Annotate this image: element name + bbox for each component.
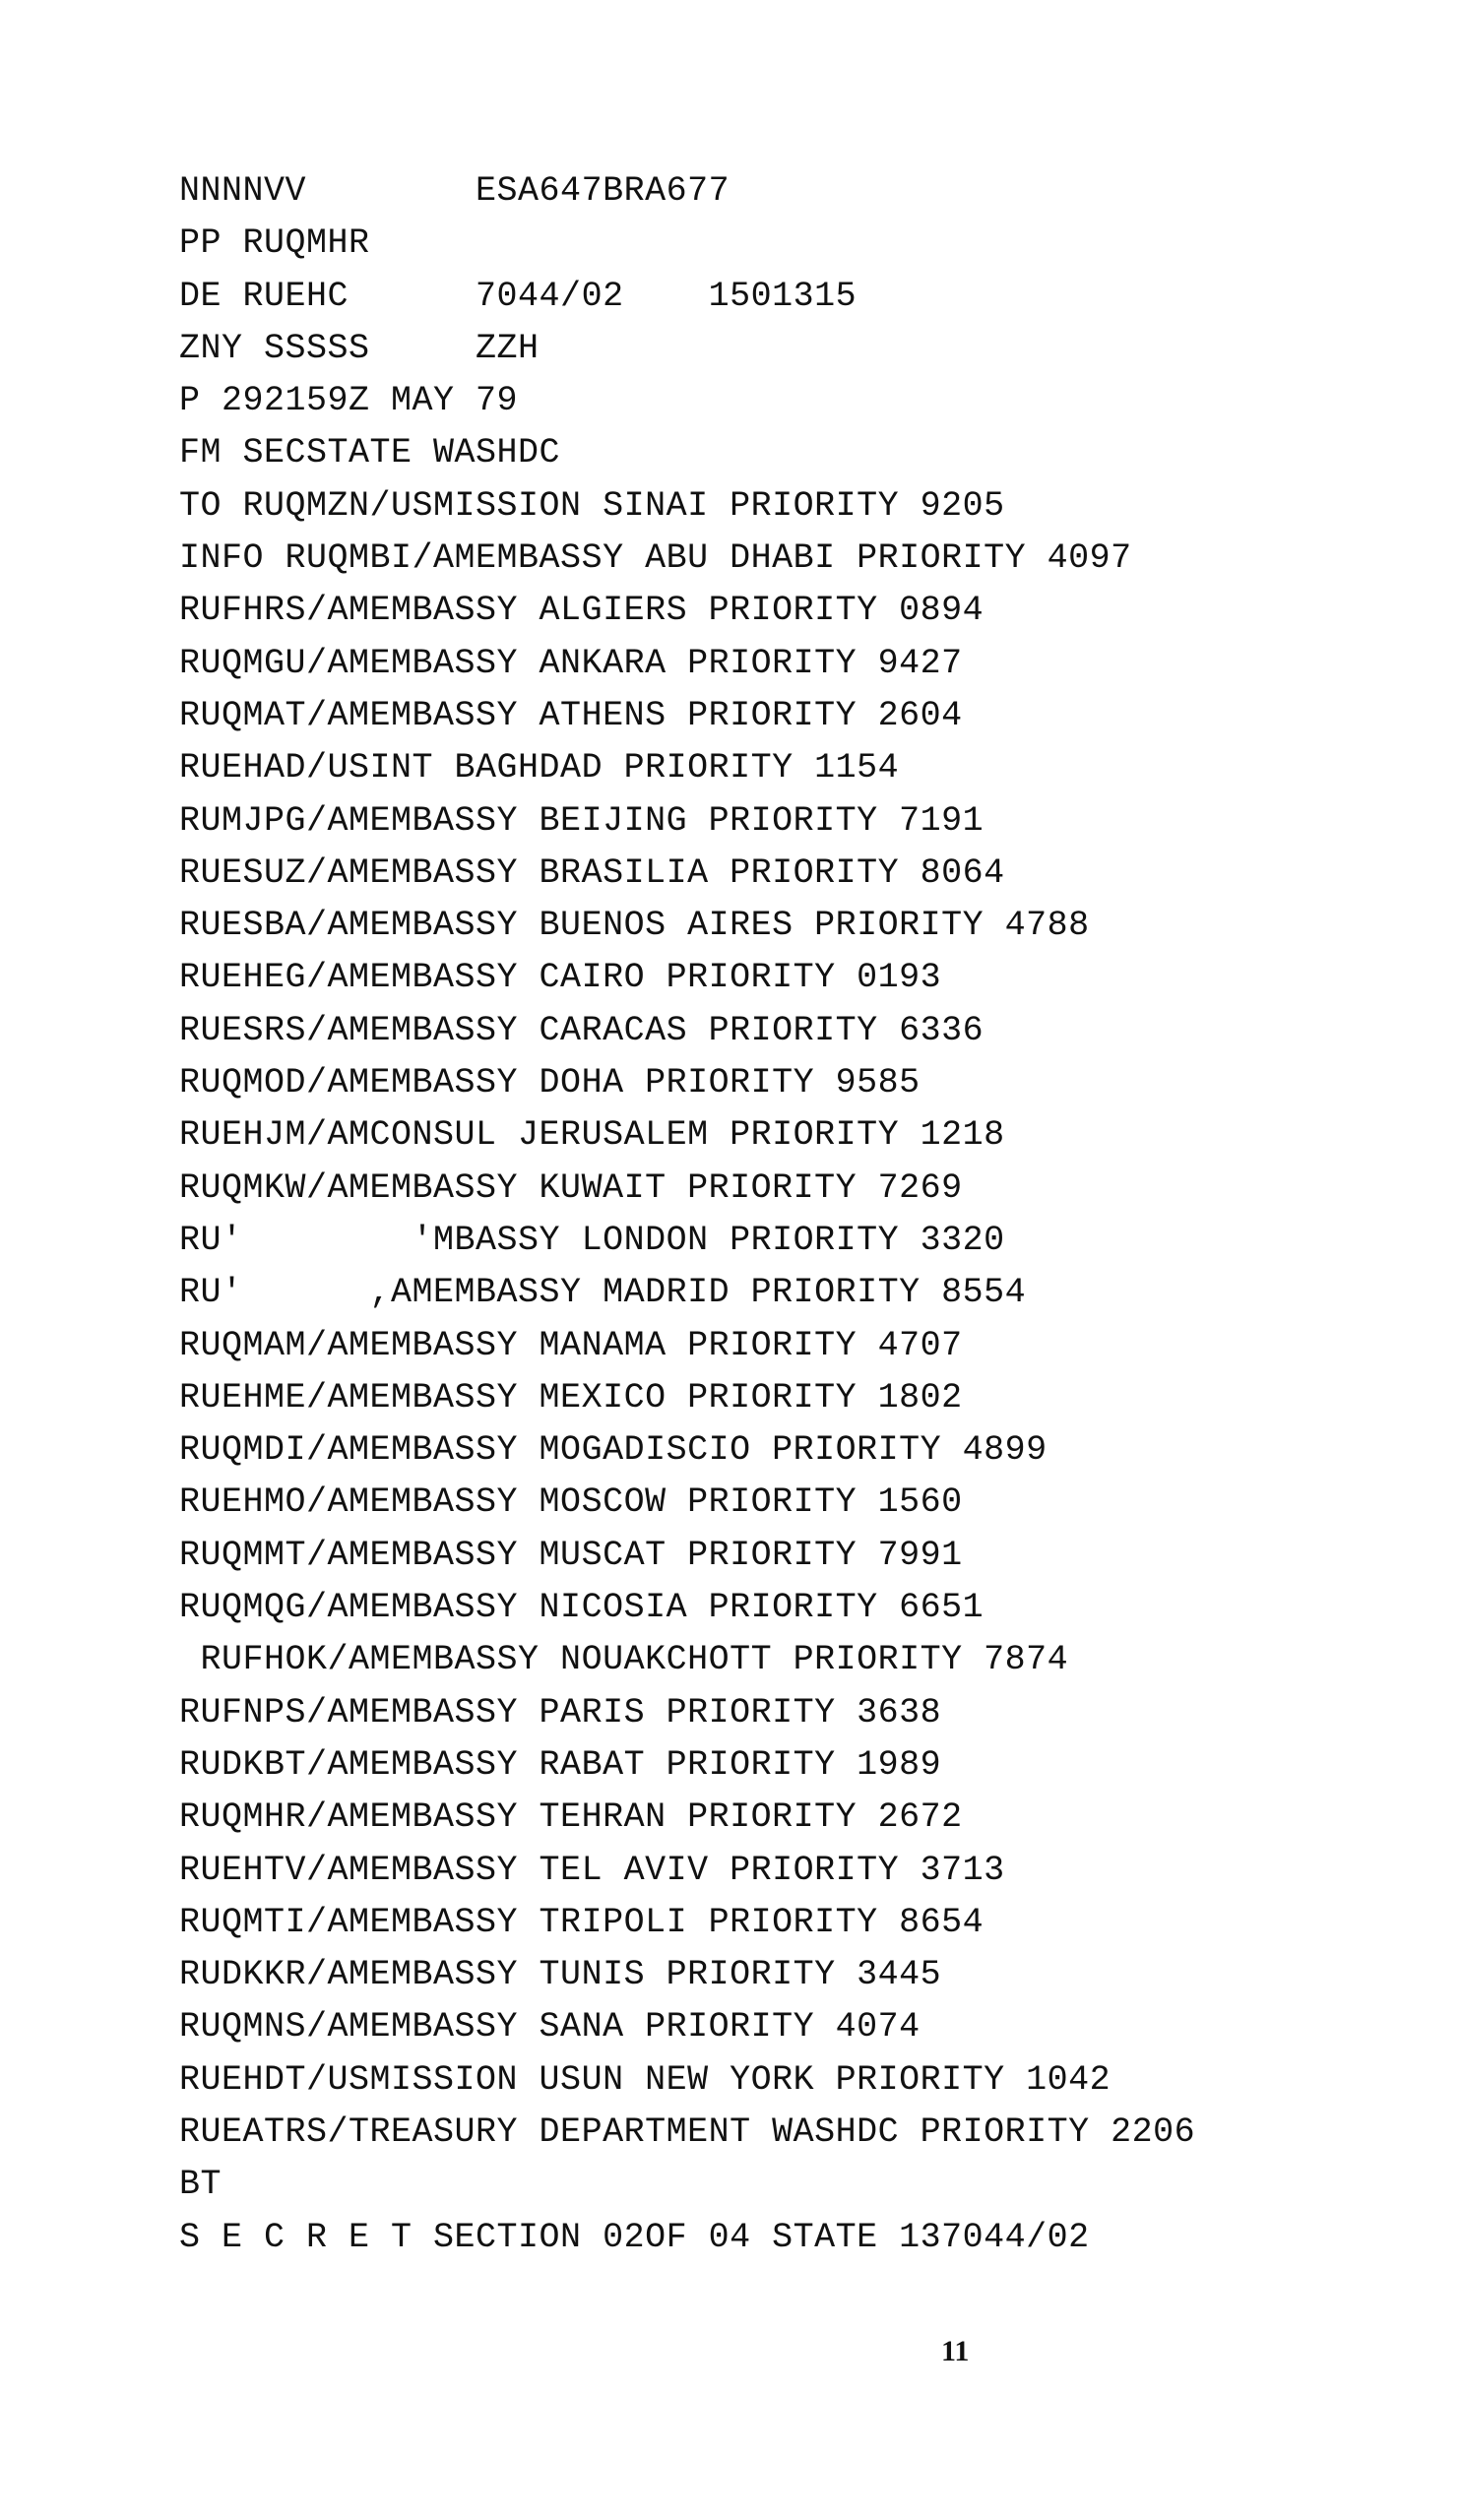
addressee-line: RUQMDI/AMEMBASSY MOGADISCIO PRIORITY 4899 bbox=[179, 1430, 1048, 1471]
addressee-line: RUQMAT/AMEMBASSY ATHENS PRIORITY 2604 bbox=[179, 695, 963, 735]
addressee-line: RUEHJM/AMCONSUL JERUSALEM PRIORITY 1218 bbox=[179, 1115, 1005, 1156]
addressee-line: RUFHRS/AMEMBASSY ALGIERS PRIORITY 0894 bbox=[179, 591, 985, 631]
info-line: INFO RUQMBI/AMEMBASSY ABU DHABI PRIORITY 4097 bbox=[179, 538, 1132, 579]
addressee-line: RUQMQG/AMEMBASSY NICOSIA PRIORITY 6651 bbox=[179, 1588, 985, 1628]
addressee-line: RUQMKW/AMEMBASSY KUWAIT PRIORITY 7269 bbox=[179, 1167, 963, 1208]
date-time-group: P 292159Z MAY 79 bbox=[179, 381, 519, 421]
addressee-line: RU' 'MBASSY LONDON PRIORITY 3320 bbox=[179, 1220, 1005, 1260]
page-number: 11 bbox=[941, 2335, 970, 2367]
addressee-line: RUESBA/AMEMBASSY BUENOS AIRES PRIORITY 4788 bbox=[179, 906, 1090, 946]
addressee-line: RUFHOK/AMEMBASSY NOUAKCHOTT PRIORITY 7874 bbox=[179, 1640, 1069, 1680]
addressee-line: RUESRS/AMEMBASSY CARACAS PRIORITY 6336 bbox=[179, 1010, 985, 1050]
addressee-line: RUEATRS/TREASURY DEPARTMENT WASHDC PRIORITY 2206 bbox=[179, 2111, 1196, 2152]
addressee-line: RUEHME/AMEMBASSY MEXICO PRIORITY 1802 bbox=[179, 1377, 963, 1418]
addressee-line: RUEHTV/AMEMBASSY TEL AVIV PRIORITY 3713 bbox=[179, 1850, 1005, 1890]
addressee-line: RUFNPS/AMEMBASSY PARIS PRIORITY 3638 bbox=[179, 1692, 942, 1732]
addressee-line: RU' ,AMEMBASSY MADRID PRIORITY 8554 bbox=[179, 1273, 1027, 1313]
addressee-line: RUEHMO/AMEMBASSY MOSCOW PRIORITY 1560 bbox=[179, 1482, 963, 1523]
addressee-line: RUQMOD/AMEMBASSY DOHA PRIORITY 9585 bbox=[179, 1063, 921, 1103]
addressee-line: RUEHAD/USINT BAGHDAD PRIORITY 1154 bbox=[179, 748, 900, 788]
header-routing-line: NNNNVV ESA647BRA677 bbox=[179, 171, 730, 211]
addressee-line: RUQMMT/AMEMBASSY MUSCAT PRIORITY 7991 bbox=[179, 1535, 963, 1575]
to-line: TO RUQMZN/USMISSION SINAI PRIORITY 9205 bbox=[179, 485, 1005, 526]
security-line: ZNY SSSSS ZZH bbox=[179, 328, 540, 368]
classification-line: S E C R E T SECTION 02OF 04 STATE 137044/02 bbox=[179, 2217, 1090, 2257]
break-marker: BT bbox=[179, 2165, 222, 2205]
addressee-line: RUQMAM/AMEMBASSY MANAMA PRIORITY 4707 bbox=[179, 1325, 963, 1365]
addressee-line: RUQMHR/AMEMBASSY TEHRAN PRIORITY 2672 bbox=[179, 1797, 963, 1838]
addressee-line: RUEHDT/USMISSION USUN NEW YORK PRIORITY 1042 bbox=[179, 2059, 1112, 2100]
addressee-line: RUEHEG/AMEMBASSY CAIRO PRIORITY 0193 bbox=[179, 958, 942, 998]
addressee-line: RUQMTI/AMEMBASSY TRIPOLI PRIORITY 8654 bbox=[179, 1902, 985, 1942]
from-line: FM SECSTATE WASHDC bbox=[179, 433, 561, 473]
addressee-line: RUDKBT/AMEMBASSY RABAT PRIORITY 1989 bbox=[179, 1744, 942, 1785]
addressee-line: RUQMNS/AMEMBASSY SANA PRIORITY 4074 bbox=[179, 2007, 921, 2048]
addressee-line: RUDKKR/AMEMBASSY TUNIS PRIORITY 3445 bbox=[179, 1955, 942, 1995]
originator-line: DE RUEHC 7044/02 1501315 bbox=[179, 276, 858, 316]
addressee-line: RUQMGU/AMEMBASSY ANKARA PRIORITY 9427 bbox=[179, 643, 963, 683]
addressee-line: RUMJPG/AMEMBASSY BEIJING PRIORITY 7191 bbox=[179, 800, 985, 841]
addressee-line: RUESUZ/AMEMBASSY BRASILIA PRIORITY 8064 bbox=[179, 852, 1005, 893]
telegram-text bbox=[179, 165, 1410, 2264]
precedence-line: PP RUQMHR bbox=[179, 223, 370, 264]
